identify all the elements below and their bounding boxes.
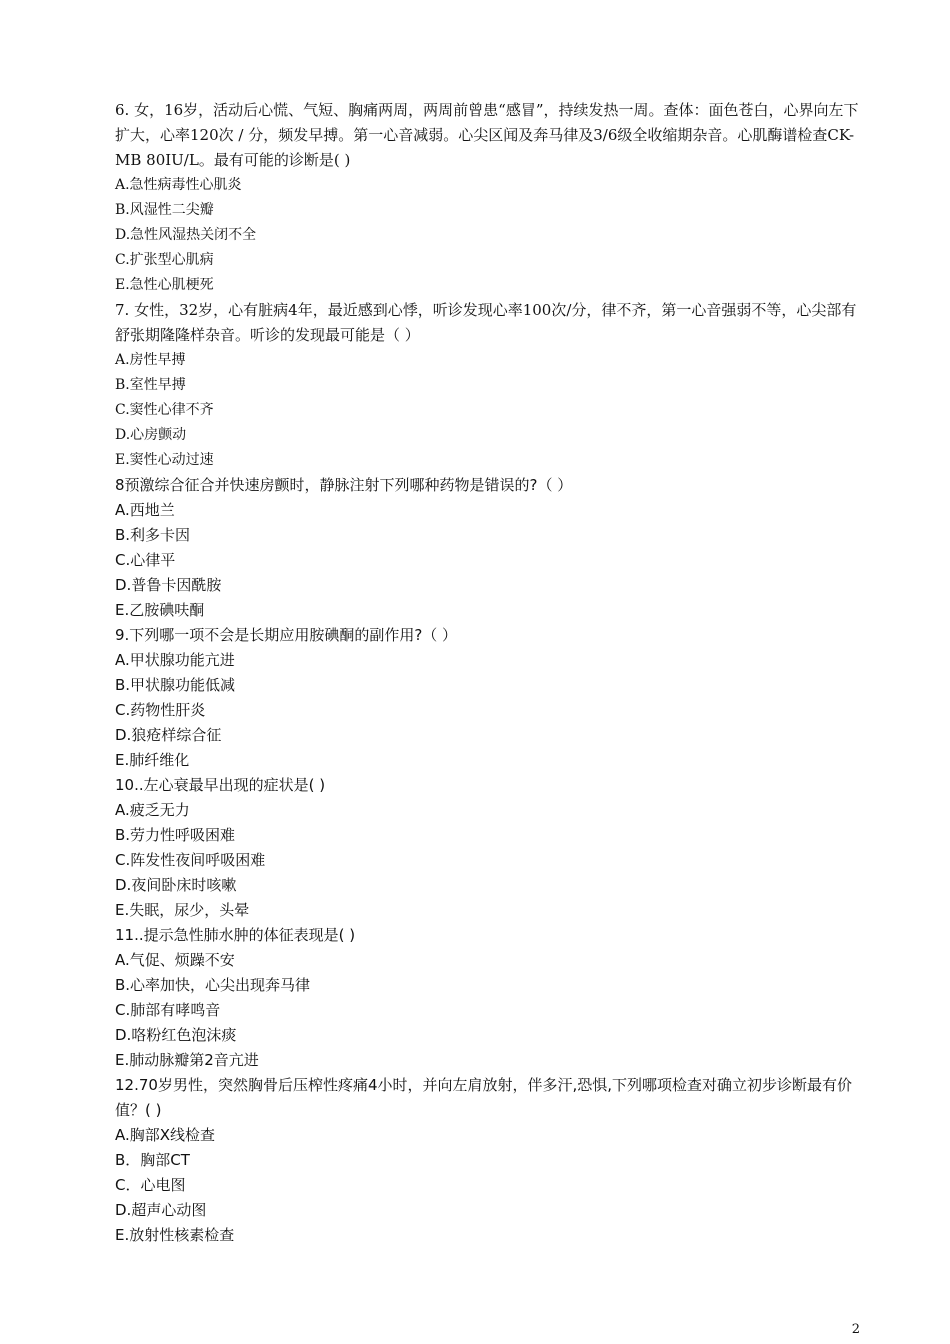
question-7 — [115, 298, 865, 473]
option-d: D.普鲁卡因酰胺 — [115, 576, 222, 594]
option-b: B.甲状腺功能低减 — [115, 676, 236, 694]
option-e: E.肺纤维化 — [115, 751, 190, 769]
option-c: C.肺部有哮鸣音 — [115, 1001, 221, 1019]
option-d: D.夜间卧床时咳嗽 — [115, 876, 237, 894]
page-number: 2 — [851, 1322, 860, 1337]
question-stem: 11..提示急性肺水肿的体征表现是( ) — [115, 926, 356, 944]
option-a: A.甲状腺功能亢进 — [115, 651, 235, 669]
question-6 — [115, 98, 865, 298]
option-a: A.疲乏无力 — [115, 801, 190, 819]
question-9 — [115, 623, 865, 773]
option-e: E.失眠，尿少，头晕 — [115, 901, 250, 919]
question-stem: 9.下列哪一项不会是长期应用胺碘酮的副作用?（ ） — [115, 626, 458, 644]
question-stem: 12.70岁男性，突然胸骨后压榨性疼痛4小时，并向左肩放射，伴多汗,恐惧,下列哪项检查对确立初步诊断最有价值？( ) — [115, 1076, 853, 1119]
option-b: B．胸部CT — [115, 1151, 190, 1169]
option-c: C.阵发性夜间呼吸困难 — [115, 851, 266, 869]
option-a: A.气促、烦躁不安 — [115, 951, 235, 969]
option-e: E.急性心肌梗死 — [115, 277, 214, 293]
option-b: B.室性早搏 — [115, 377, 186, 393]
option-c: C．心电图 — [115, 1176, 186, 1194]
question-stem: 8预激综合征合并快速房颤时，静脉注射下列哪种药物是错误的?（ ） — [115, 476, 573, 494]
option-c: C.扩张型心肌病 — [115, 252, 214, 268]
option-a: A.胸部X线检查 — [115, 1126, 216, 1144]
question-stem: 7. 女性，32岁，心有脏病4年，最近感到心悸，听诊发现心率100次/分，律不齐，第一心音强弱不等，心尖部有舒张期隆隆样杂音。听诊的发现最可能是（ ） — [115, 301, 857, 344]
option-c: C.心律平 — [115, 551, 176, 569]
question-stem: 10..左心衰最早出现的症状是( ) — [115, 776, 326, 794]
option-e: E.放射性核素检查 — [115, 1226, 235, 1244]
option-b: B.利多卡因 — [115, 526, 191, 544]
option-a: A.急性病毒性心肌炎 — [115, 177, 242, 193]
question-10 — [115, 773, 865, 923]
option-a: A.房性早搏 — [115, 352, 186, 368]
question-11 — [115, 923, 865, 1073]
option-a: A.西地兰 — [115, 501, 175, 519]
option-c: C.药物性肝炎 — [115, 701, 206, 719]
question-8 — [115, 473, 865, 623]
option-c: C.窦性心律不齐 — [115, 402, 214, 418]
option-d: D.超声心动图 — [115, 1201, 207, 1219]
option-e: E.窦性心动过速 — [115, 452, 214, 468]
question-list — [115, 98, 865, 1248]
option-d: D.心房颤动 — [115, 427, 187, 443]
option-e: E.乙胺碘呋酮 — [115, 601, 205, 619]
option-b: B.心率加快，心尖出现奔马律 — [115, 976, 311, 994]
option-d: D.咯粉红色泡沫痰 — [115, 1026, 237, 1044]
option-e: E.肺动脉瓣第2音亢进 — [115, 1051, 259, 1069]
question-stem: 6. 女，16岁，活动后心慌、气短、胸痛两周，两周前曾患“感冒”，持续发热一周。查体：面色苍白，心界向左下扩大，心率120次 / 分，频发早搏。第一心音减弱。心尖区闻及奔马律及3/6级全收缩期杂音。心肌酶谱检查CK-MB 80IU/L。最有可能的诊断是( ) — [115, 101, 859, 169]
option-b: B.风湿性二尖瓣 — [115, 202, 214, 218]
option-d: D.狼疮样综合征 — [115, 726, 222, 744]
option-b: B.劳力性呼吸困难 — [115, 826, 236, 844]
option-d: D.急性风湿热关闭不全 — [115, 227, 257, 243]
question-12 — [115, 1073, 865, 1248]
